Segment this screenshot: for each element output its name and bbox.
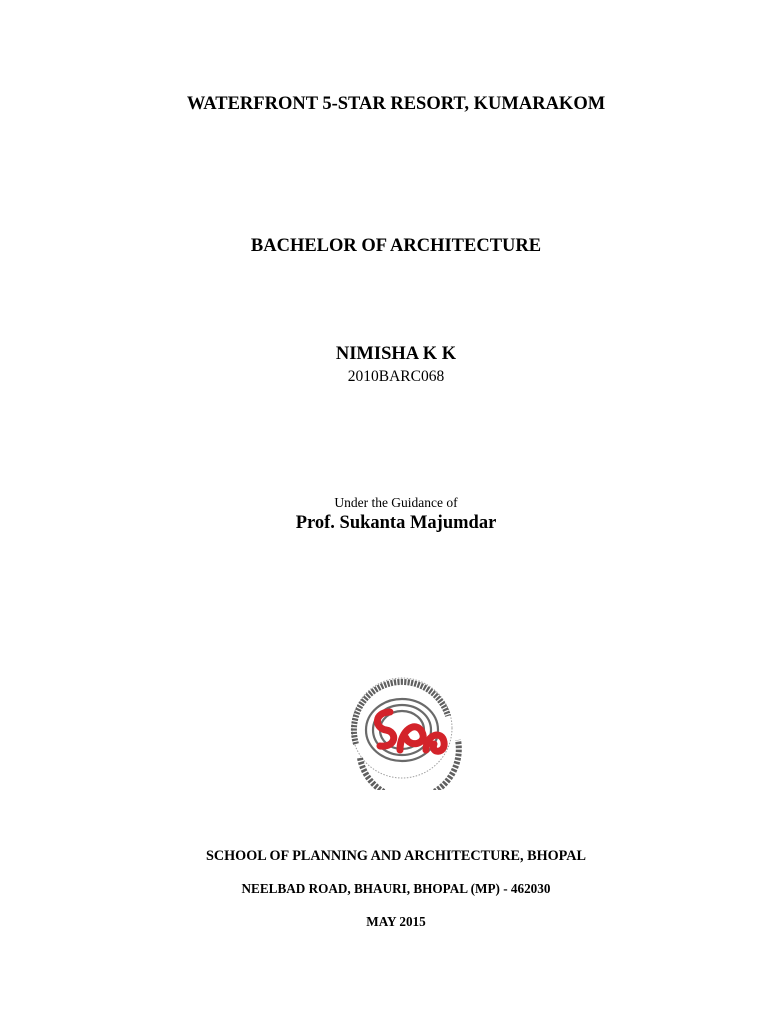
degree-title: BACHELOR OF ARCHITECTURE xyxy=(250,236,542,256)
spa-emblem-icon xyxy=(330,670,480,790)
submission-date: MAY 2015 xyxy=(366,914,426,929)
roll-number: 2010BARC068 xyxy=(347,368,445,385)
guidance-label: Under the Guidance of xyxy=(334,495,458,510)
author-name: NIMISHA K K xyxy=(335,344,457,364)
spa-logo-svg xyxy=(330,670,480,790)
guide-name: Prof. Sukanta Majumdar xyxy=(295,513,497,533)
report-title: WATERFRONT 5-STAR RESORT, KUMARAKOM xyxy=(186,94,606,114)
school-address: NEELBAD ROAD, BHAURI, BHOPAL (MP) - 462030 xyxy=(241,881,551,896)
school-name: SCHOOL OF PLANNING AND ARCHITECTURE, BHOPAL xyxy=(206,848,586,864)
